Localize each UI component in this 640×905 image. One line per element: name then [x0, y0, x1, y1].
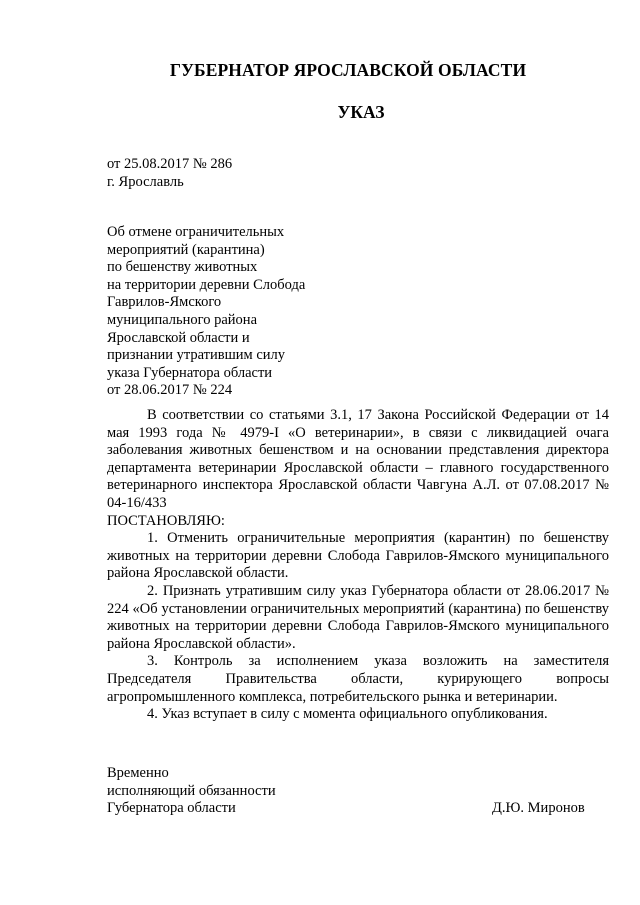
signature-position-line: Губернатора области	[107, 800, 236, 817]
preamble-paragraph: В соответствии со статьями 3.1, 17 Закона Российской Федерации от 14 мая 1993 года № 4979-I «О ветеринарии», в связи с ликвидацией очага заболевания животных бешенством и на основании представления директора департамента ветеринарии Ярославской области – главного государственного ветеринарного инспектора Ярославской области Чавгуна А.Л. от 07.08.2017 № 04-16/433	[107, 407, 609, 511]
date-number: от 25.08.2017 № 286	[107, 156, 233, 172]
subject-line: мероприятий (карантина)	[107, 241, 265, 258]
subject-line: по бешенству животных	[107, 259, 258, 276]
subject-line: Об отмене ограничительных	[107, 224, 285, 240]
decree-item-1: 1. Отменить ограничительные мероприятия (карантин) по бешенству животных на территории деревни Слобода Гаврилов-Ямского муниципального района Ярославской области.	[107, 530, 609, 582]
decree-item-2: 2. Признать утратившим силу указ Губернатора области от 28.06.2017 № 224 «Об установлении ограничительных мероприятий (карантина) по бешенству животных на территории деревни Слобода Гаврилов-Ямского муниципального района Ярославской области».	[107, 582, 609, 652]
place: г. Ярославль	[107, 174, 184, 190]
subject-line: признании утратившим силу	[107, 347, 286, 364]
subject-line: указа Губернатора области	[107, 364, 273, 381]
signature-position	[107, 765, 276, 818]
document-subject	[107, 224, 305, 400]
decree-word: ПОСТАНОВЛЯЮ:	[107, 512, 225, 529]
signer-name: Д.Ю. Миронов	[492, 800, 585, 816]
issuing-authority: ГУБЕРНАТОР ЯРОСЛАВСКОЙ ОБЛАСТИ	[169, 60, 527, 80]
signature-position-line: исполняющий обязанности	[107, 782, 276, 799]
subject-line: на территории деревни Слобода	[107, 276, 306, 293]
subject-line: от 28.06.2017 № 224	[107, 382, 233, 399]
signature-position-line: Временно	[107, 765, 169, 781]
subject-line: муниципального района	[107, 311, 257, 328]
subject-line: Ярославской области и	[107, 329, 250, 346]
document-meta	[107, 155, 232, 191]
decree-item-3: 3. Контроль за исполнением указа возложить на заместителя Председателя Правительства области, курирующего вопросы агропромышленного комплекса, потребительского рынка и ветеринарии.	[107, 653, 609, 705]
document-type: УКАЗ	[337, 102, 385, 122]
document-body	[107, 407, 609, 724]
subject-line: Гаврилов-Ямского	[107, 294, 222, 311]
decree-item-4: 4. Указ вступает в силу с момента официального опубликования.	[147, 706, 548, 723]
